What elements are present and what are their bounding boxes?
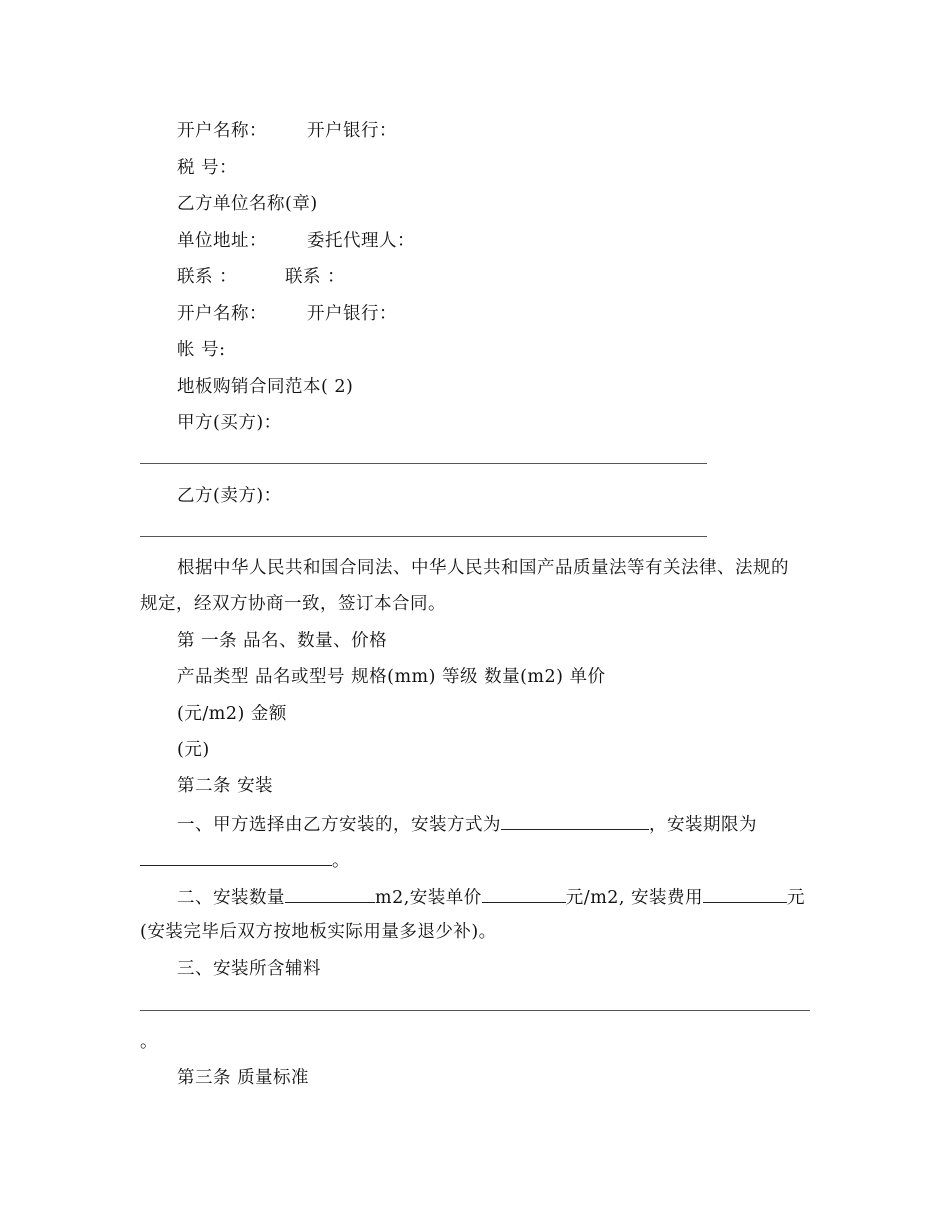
bank-name-label: 开户银行： xyxy=(307,121,397,141)
install-quantity-blank[interactable] xyxy=(285,884,375,903)
contact-label-1: 联系 ： xyxy=(177,267,238,287)
install-settlement-note: (安装完毕后双方按地板实际用量多退少补)。 xyxy=(140,922,497,942)
party-b-fill-line xyxy=(140,536,707,537)
install-fee-unit: 元 xyxy=(787,888,806,908)
tax-number-label: 税 号： xyxy=(177,158,238,178)
install-materials-clause: 三、安装所含辅料 xyxy=(177,959,321,979)
install-materials-fill-line xyxy=(140,1010,810,1011)
install-period-text: ，安装期限为 xyxy=(649,815,757,835)
article-1-heading: 第 一条 品名、数量、价格 xyxy=(177,631,388,651)
bank-name-label-2: 开户银行： xyxy=(307,304,397,324)
bank-account-name-label-2: 开户名称： xyxy=(177,304,267,324)
install-fee-blank[interactable] xyxy=(703,884,787,903)
table-header-row-3: (元) xyxy=(177,740,210,760)
bank-account-name-label: 开户名称： xyxy=(177,121,267,141)
article-3-heading: 第三条 质量标准 xyxy=(177,1068,310,1088)
party-b-unit-name-label: 乙方单位名称(章) xyxy=(177,194,318,214)
preamble-line-2: 规定，经双方协商一致，签订本合同。 xyxy=(140,594,446,614)
install-method-text: 一、甲方选择由乙方安装的，安装方式为 xyxy=(177,815,501,835)
party-b-label: 乙方(卖方)： xyxy=(177,486,282,506)
party-a-fill-line xyxy=(140,463,707,464)
table-header-row-2: (元/m2) 金额 xyxy=(177,704,287,724)
install-fee-text: 元/m2, 安装费用 xyxy=(565,888,704,908)
party-a-label: 甲方(买方)： xyxy=(177,413,282,433)
install-quantity-clause xyxy=(177,884,805,910)
install-unit-price-blank[interactable] xyxy=(482,884,566,903)
unit-address-label: 单位地址： xyxy=(177,231,267,251)
install-method-clause xyxy=(177,811,757,837)
install-materials-end: 。 xyxy=(140,1032,158,1052)
install-period-blank[interactable] xyxy=(140,847,332,866)
install-quantity-text: 二、安装数量 xyxy=(177,888,285,908)
install-period-clause xyxy=(140,847,350,873)
contract-title: 地板购销合同范本( 2) xyxy=(177,377,354,397)
install-unit-price-text: m2,安装单价 xyxy=(375,888,482,908)
install-period-end: 。 xyxy=(332,851,350,871)
preamble-line-1: 根据中华人民共和国合同法、中华人民共和国产品质量法等有关法律、法规的 xyxy=(177,558,789,578)
article-2-heading: 第二条 安装 xyxy=(177,776,274,796)
account-number-label: 帐 号: xyxy=(177,340,226,360)
install-method-blank[interactable] xyxy=(501,811,649,830)
contact-label-2: 联系 ： xyxy=(285,267,346,287)
authorized-agent-label: 委托代理人： xyxy=(307,231,415,251)
table-header-row-1: 产品类型 品名或型号 规格(mm) 等级 数量(m2) 单价 xyxy=(177,667,606,687)
